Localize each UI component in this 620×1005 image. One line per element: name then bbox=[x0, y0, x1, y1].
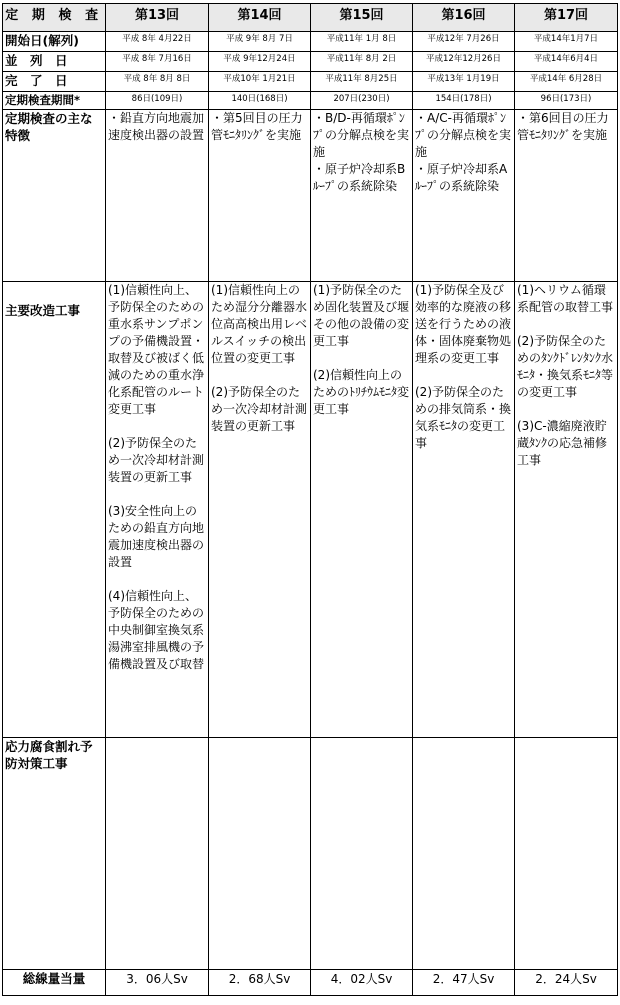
period-cell: 207日(230日) bbox=[311, 92, 413, 110]
feature-item: ・原子炉冷却系Aﾙｰﾌﾟの系統除染 bbox=[415, 162, 508, 193]
row-label: 応力腐食割れ予防対策工事 bbox=[3, 738, 106, 970]
modification-item: (2)予防保全のため一次冷却材計測装置の更新工事 bbox=[211, 385, 308, 433]
period-cell: 86日(109日) bbox=[106, 92, 209, 110]
feature-item: ・B/D-再循環ﾎﾟﾝﾌﾟの分解点検を実施 bbox=[313, 111, 410, 159]
date-cell: 平成10年 1月21日 bbox=[209, 72, 311, 92]
date-cell: 平成 9年12月24日 bbox=[209, 52, 311, 72]
date-cell: 平成13年 1月19日 bbox=[413, 72, 515, 92]
row-label: 主要改造工事 bbox=[3, 282, 106, 738]
feature-cell bbox=[106, 110, 209, 282]
parallel-date-row bbox=[3, 52, 618, 72]
scc-cell bbox=[106, 738, 209, 970]
completion-date-row bbox=[3, 72, 618, 92]
row-label: 完 了 日 bbox=[3, 72, 106, 92]
scc-cell bbox=[311, 738, 413, 970]
feature-item: ・原子炉冷却系Bﾙｰﾌﾟの系統除染 bbox=[313, 162, 406, 193]
date-cell: 平成11年 1月 8日 bbox=[311, 32, 413, 52]
scc-cell bbox=[515, 738, 618, 970]
row-label: 総線量当量 bbox=[3, 970, 106, 996]
column-header: 第17回 bbox=[515, 4, 618, 32]
feature-item: ・第5回目の圧力管ﾓﾆﾀﾘﾝｸﾞを実施 bbox=[211, 111, 303, 142]
inspection-period-row bbox=[3, 92, 618, 110]
modification-cell bbox=[106, 282, 209, 738]
features-row bbox=[3, 110, 618, 282]
date-cell: 平成14年1月7日 bbox=[515, 32, 618, 52]
date-cell: 平成14年 6月28日 bbox=[515, 72, 618, 92]
row-label: 並 列 日 bbox=[3, 52, 106, 72]
modification-item: (1)信頼性向上のため湿分分離器水位高高検出用レベルスイッチの検出位置の変更工事 bbox=[211, 283, 308, 365]
scc-prevention-row bbox=[3, 738, 618, 970]
modification-cell bbox=[311, 282, 413, 738]
column-header: 第16回 bbox=[413, 4, 515, 32]
periodic-inspection-table bbox=[2, 3, 618, 996]
modification-cell bbox=[515, 282, 618, 738]
corner-header: 定 期 検 査 bbox=[3, 4, 106, 32]
date-cell: 平成 8年 8月 8日 bbox=[106, 72, 209, 92]
date-cell: 平成 8年 4月22日 bbox=[106, 32, 209, 52]
start-date-row bbox=[3, 32, 618, 52]
row-label: 定期検査期間* bbox=[3, 92, 106, 110]
total-dose-row bbox=[3, 970, 618, 996]
dose-cell: 2．24人Sv bbox=[515, 970, 618, 996]
modification-item: (1)ヘリウム循環系配管の取替工事 bbox=[517, 283, 614, 314]
modification-item: (2)信頼性向上のためのﾄﾘﾁｳﾑﾓﾆﾀ変更工事 bbox=[313, 368, 410, 416]
date-cell: 平成12年12月26日 bbox=[413, 52, 515, 72]
modification-cell bbox=[413, 282, 515, 738]
row-label: 定期検査の主な特徴 bbox=[3, 110, 106, 282]
dose-cell: 3．06人Sv bbox=[106, 970, 209, 996]
modification-item: (3)C-濃縮廃液貯蔵ﾀﾝｸの応急補修工事 bbox=[517, 419, 608, 467]
modification-item: (2)予防保全のため一次冷却材計測装置の更新工事 bbox=[108, 436, 205, 484]
period-cell: 96日(173日) bbox=[515, 92, 618, 110]
header-row bbox=[3, 4, 618, 32]
feature-item: ・第6回目の圧力管ﾓﾆﾀﾘﾝｸﾞを実施 bbox=[517, 111, 609, 142]
modification-cell bbox=[209, 282, 311, 738]
column-header: 第14回 bbox=[209, 4, 311, 32]
modification-item: (1)予防保全のため固化装置及び堰その他の設備の変更工事 bbox=[313, 283, 410, 348]
modification-item: (2)予防保全のためのﾀﾝｸﾄﾞﾚﾝﾀﾝｸ水ﾓﾆﾀ・換気系ﾓﾆﾀ等の変更工事 bbox=[517, 334, 614, 399]
period-cell: 140日(168日) bbox=[209, 92, 311, 110]
scc-cell bbox=[413, 738, 515, 970]
feature-cell bbox=[515, 110, 618, 282]
dose-cell: 2．47人Sv bbox=[413, 970, 515, 996]
date-cell: 平成14年6月4日 bbox=[515, 52, 618, 72]
modification-item: (4)信頼性向上、予防保全のための中央制御室換気系湯沸室排風機の予備機設置及び取替 bbox=[108, 589, 205, 671]
column-header: 第15回 bbox=[311, 4, 413, 32]
row-label: 開始日(解列) bbox=[3, 32, 106, 52]
modification-item: (1)予防保全及び効率的な廃液の移送を行うための液体・固体廃棄物処理系の変更工事 bbox=[415, 283, 512, 365]
date-cell: 平成12年 7月26日 bbox=[413, 32, 515, 52]
modification-item: (1)信頼性向上、予防保全のための重水系サンプポンプの予備機設置・取替及び被ばく低減のための重水浄化系配管のルート変更工事 bbox=[108, 283, 205, 416]
date-cell: 平成 8年 7月16日 bbox=[106, 52, 209, 72]
date-cell: 平成 9年 8月 7日 bbox=[209, 32, 311, 52]
dose-cell: 2．68人Sv bbox=[209, 970, 311, 996]
feature-cell bbox=[413, 110, 515, 282]
modification-item: (3)安全性向上のための鉛直方向地震加速度検出器の設置 bbox=[108, 504, 205, 569]
modifications-row bbox=[3, 282, 618, 738]
modification-item: (2)予防保全のための排気筒系・換気系ﾓﾆﾀの変更工事 bbox=[415, 385, 512, 450]
dose-cell: 4．02人Sv bbox=[311, 970, 413, 996]
feature-cell bbox=[311, 110, 413, 282]
date-cell: 平成11年 8月 2日 bbox=[311, 52, 413, 72]
period-cell: 154日(178日) bbox=[413, 92, 515, 110]
date-cell: 平成11年 8月25日 bbox=[311, 72, 413, 92]
feature-cell bbox=[209, 110, 311, 282]
feature-item: ・A/C-再循環ﾎﾟﾝﾌﾟの分解点検を実施 bbox=[415, 111, 512, 159]
scc-cell bbox=[209, 738, 311, 970]
feature-item: ・鉛直方向地震加速度検出器の設置 bbox=[108, 111, 205, 142]
column-header: 第13回 bbox=[106, 4, 209, 32]
